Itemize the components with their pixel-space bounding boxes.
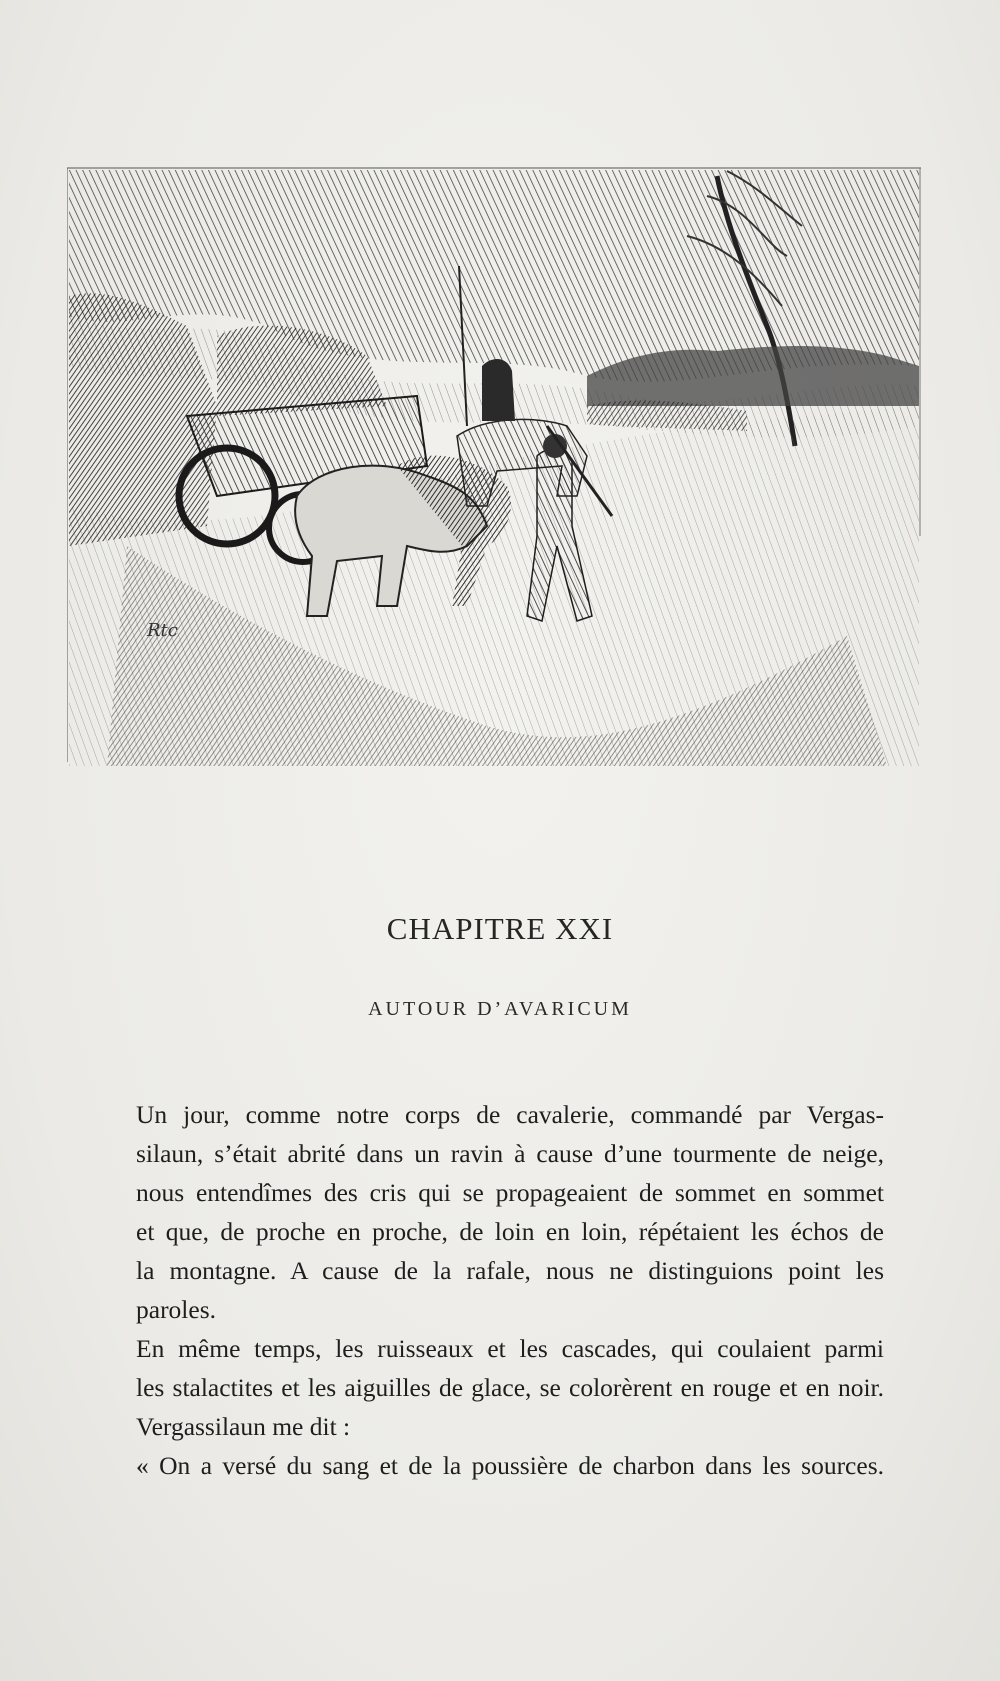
text-line: silaun, s’était abrité dans un ravin à cause d’une tourmente de neige, bbox=[136, 1139, 884, 1168]
engraving-svg bbox=[67, 166, 921, 766]
text-line: Vergassilaun me dit : bbox=[136, 1412, 351, 1441]
engraving-illustration bbox=[67, 166, 921, 766]
artist-signature: Rtc bbox=[147, 620, 178, 641]
text-line: les stalactites et les aiguilles de glace, se colorèrent en rouge et en noir. bbox=[136, 1373, 884, 1402]
text-line: paroles. bbox=[136, 1295, 217, 1324]
paragraph-1 bbox=[108, 1095, 884, 1329]
text-line: En même temps, les ruisseaux et les cascades, qui coulaient parmi bbox=[136, 1334, 884, 1363]
text-line: « On a versé du sang et de la poussière de charbon dans les sources. bbox=[136, 1451, 884, 1480]
paragraph-4 bbox=[108, 1446, 884, 1485]
rider bbox=[482, 359, 515, 421]
chapter-title: CHAPITRE XXI bbox=[386, 911, 614, 946]
chapter-subtitle: AUTOUR D’AVARICUM bbox=[368, 998, 632, 1020]
paragraph-3 bbox=[108, 1407, 884, 1446]
text-line: nous entendîmes des cris qui se propageaient de sommet en sommet bbox=[136, 1178, 884, 1207]
text-line: et que, de proche en proche, de loin en loin, répétaient les échos de bbox=[136, 1217, 884, 1246]
paragraph-2 bbox=[108, 1329, 884, 1407]
text-line: Un jour, comme notre corps de cavalerie, commandé par Vergas- bbox=[136, 1100, 884, 1129]
body-text bbox=[108, 1095, 884, 1485]
text-line: la montagne. A cause de la rafale, nous ne distinguions point les bbox=[136, 1256, 884, 1285]
